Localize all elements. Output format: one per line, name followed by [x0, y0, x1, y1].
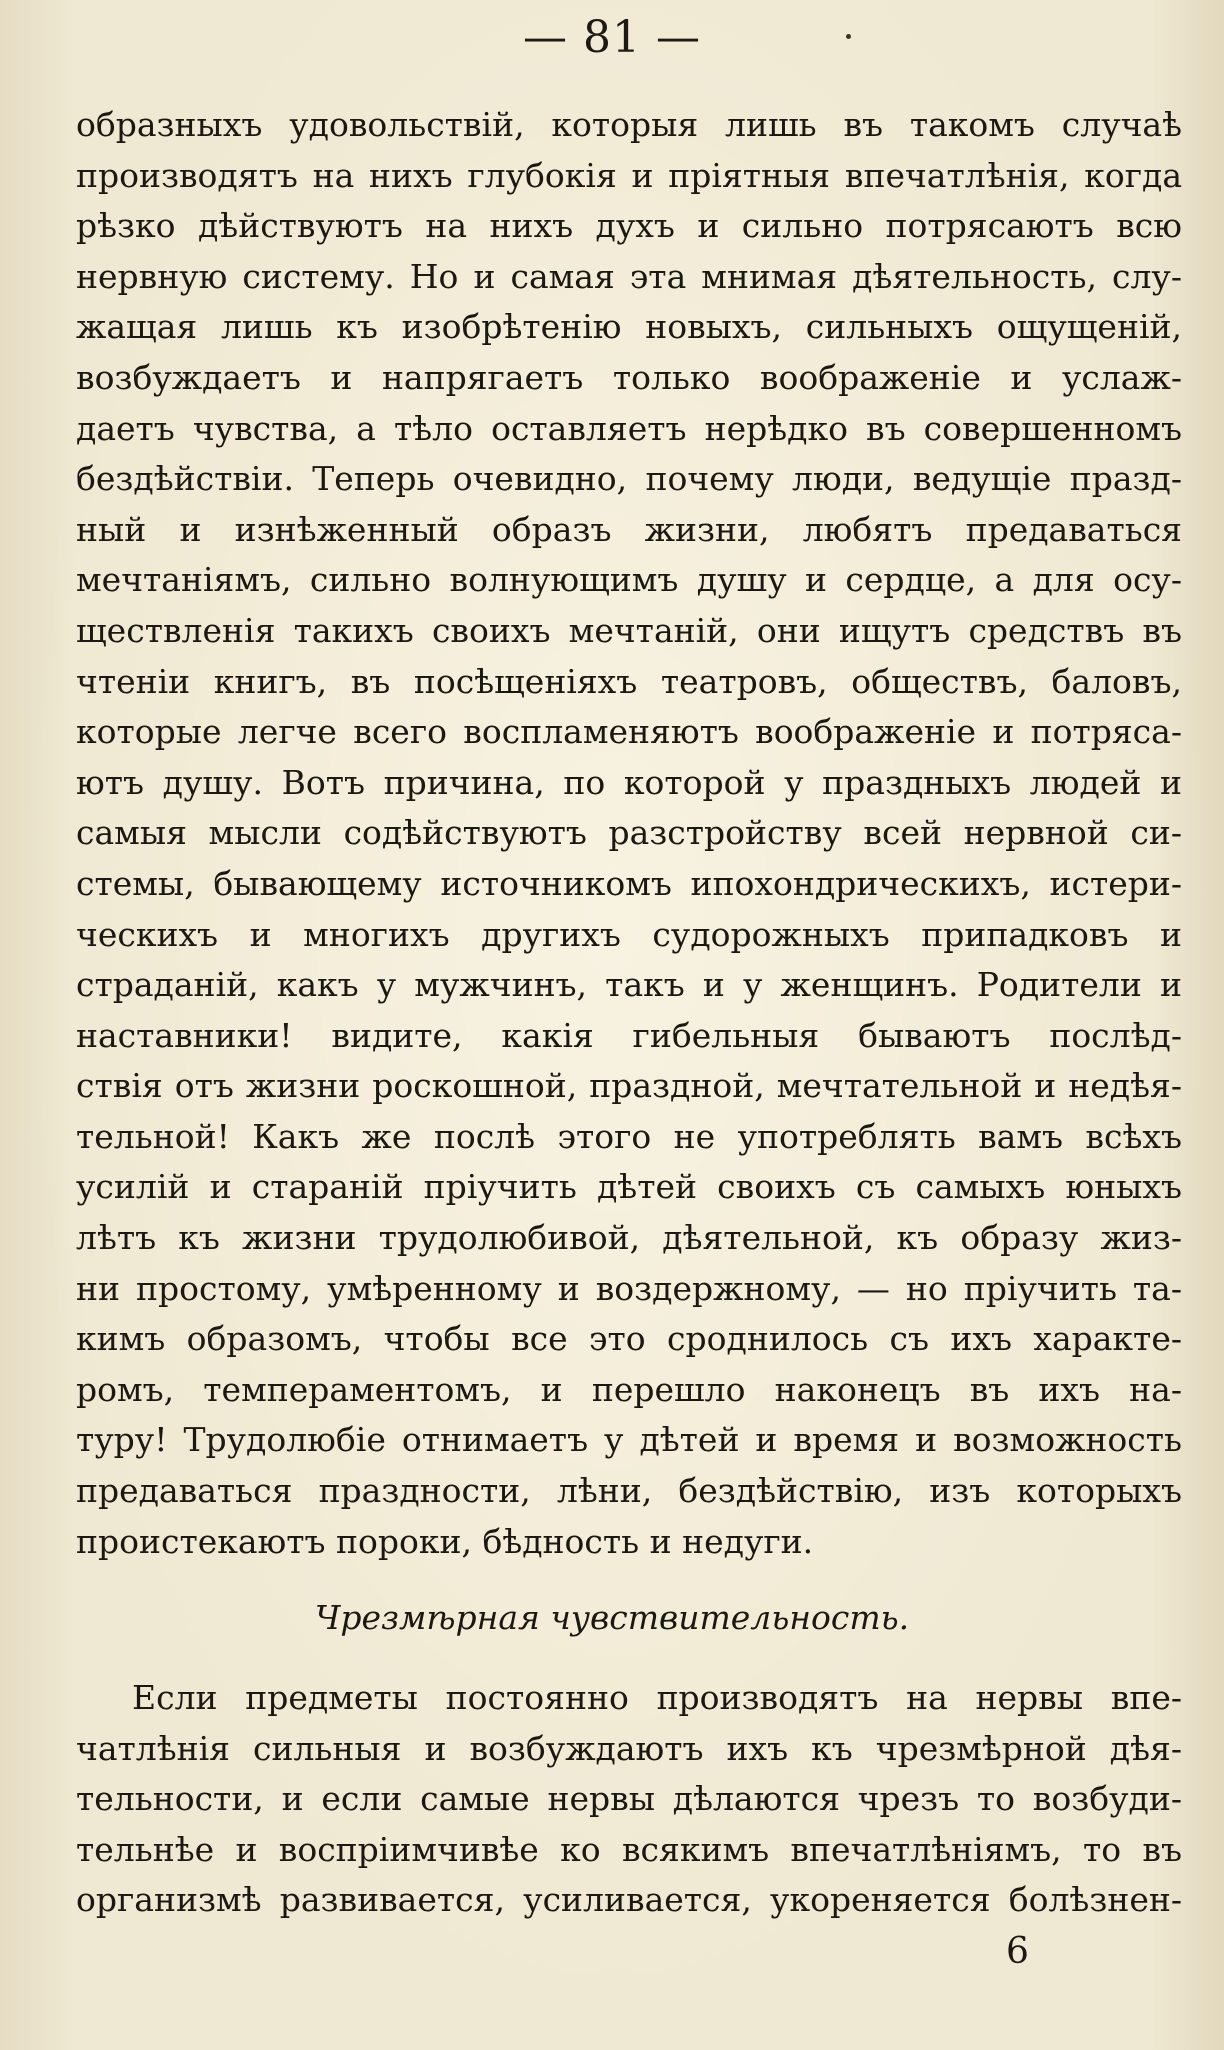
text-line: тельной! Какъ же послѣ этого не употреблять вамъ всѣхъ	[76, 1116, 1182, 1156]
text-line: ствія отъ жизни роскошной, праздной, мечтательной и недѣя-	[76, 1066, 1182, 1106]
body-paragraph-2	[76, 1673, 1182, 1926]
text-line: предаваться праздности, лѣни, бездѣйствію, изъ которыхъ	[76, 1471, 1182, 1511]
text-line: производятъ на нихъ глубокія и пріятныя впечатлѣнія, когда	[76, 155, 1182, 195]
text-line: тельности, и если самые нервы дѣлаются чрезъ то возбуди-	[76, 1779, 1182, 1819]
text-line: кимъ образомъ, чтобы все это сроднилось съ ихъ характе-	[76, 1319, 1182, 1359]
text-line: даетъ чувства, а тѣло оставляетъ нерѣдко въ совершенномъ	[76, 408, 1182, 448]
printer-signature-mark: 6	[1006, 1931, 1029, 1972]
text-line: бездѣйствіи. Теперь очевидно, почему люди, ведущіе празд-	[76, 459, 1182, 499]
text-line: образныхъ удовольствій, которыя лишь въ такомъ случаѣ	[76, 105, 1182, 144]
text-line: организмѣ развивается, усиливается, укореняется болѣзнен-	[76, 1880, 1182, 1920]
text-line: жащая лишь къ изобрѣтенію новыхъ, сильныхъ ощущеній,	[76, 307, 1182, 347]
text-line: возбуждаетъ и напрягаетъ только воображеніе и услаж-	[76, 357, 1182, 397]
text-line: Если предметы постоянно производятъ на нервы впе-	[132, 1678, 1182, 1717]
text-line: ществленія такихъ своихъ мечтаній, они ищутъ средствъ въ	[76, 610, 1182, 650]
text-line: стемы, бывающему источникомъ ипохондрическихъ, истери-	[76, 863, 1182, 903]
text-line: проистекаютъ пороки, бѣдность и недуги.	[76, 1521, 814, 1561]
page-number: — 81 —	[523, 12, 701, 63]
section-heading: Чрезмѣрная чувствительность.	[314, 1598, 910, 1637]
text-line: ни простому, умѣренному и воздержному, — но пріучить та-	[76, 1268, 1182, 1308]
text-line: ный и изнѣженный образъ жизни, любятъ предаваться	[76, 509, 1182, 549]
text-line: наставники! видите, какія гибельныя бываютъ послѣд-	[76, 1015, 1182, 1055]
text-line: чтеніи книгъ, въ посѣщеніяхъ театровъ, обществъ, баловъ,	[76, 661, 1182, 701]
text-line: страданій, какъ у мужчинъ, такъ и у женщинъ. Родители и	[76, 965, 1182, 1005]
text-line: которые легче всего воспламеняютъ воображеніе и потряса-	[76, 712, 1182, 752]
text-line: ромъ, темпераментомъ, и перешло наконецъ въ ихъ на-	[76, 1369, 1182, 1409]
text-line: лѣтъ къ жизни трудолюбивой, дѣятельной, къ образу жиз-	[76, 1218, 1182, 1258]
body-paragraph-1	[76, 100, 1182, 1567]
text-line: ютъ душу. Вотъ причина, по которой у праздныхъ людей и	[76, 762, 1182, 802]
text-line: чатлѣнія сильныя и возбуждаютъ ихъ къ чрезмѣрной дѣя-	[76, 1728, 1182, 1768]
text-line: самыя мысли содѣйствуютъ разстройству всей нервной си-	[76, 813, 1182, 853]
text-line: мечтаніямъ, сильно волнующимъ душу и сердце, а для осу-	[76, 560, 1182, 600]
text-line: нервную систему. Но и самая эта мнимая дѣятельность, слу-	[76, 256, 1182, 296]
text-line: усилій и стараній пріучить дѣтей своихъ съ самыхъ юныхъ	[76, 1167, 1182, 1207]
text-line: тельнѣе и воспріимчивѣе ко всякимъ впечатлѣніямъ, то въ	[76, 1829, 1182, 1869]
text-line: ческихъ и многихъ другихъ судорожныхъ припадковъ и	[76, 914, 1182, 954]
text-line: туру! Трудолюбіе отнимаетъ у дѣтей и время и возможность	[76, 1420, 1182, 1460]
ink-speck	[846, 34, 851, 39]
text-line: рѣзко дѣйствуютъ на нихъ духъ и сильно потрясаютъ всю	[76, 206, 1182, 246]
